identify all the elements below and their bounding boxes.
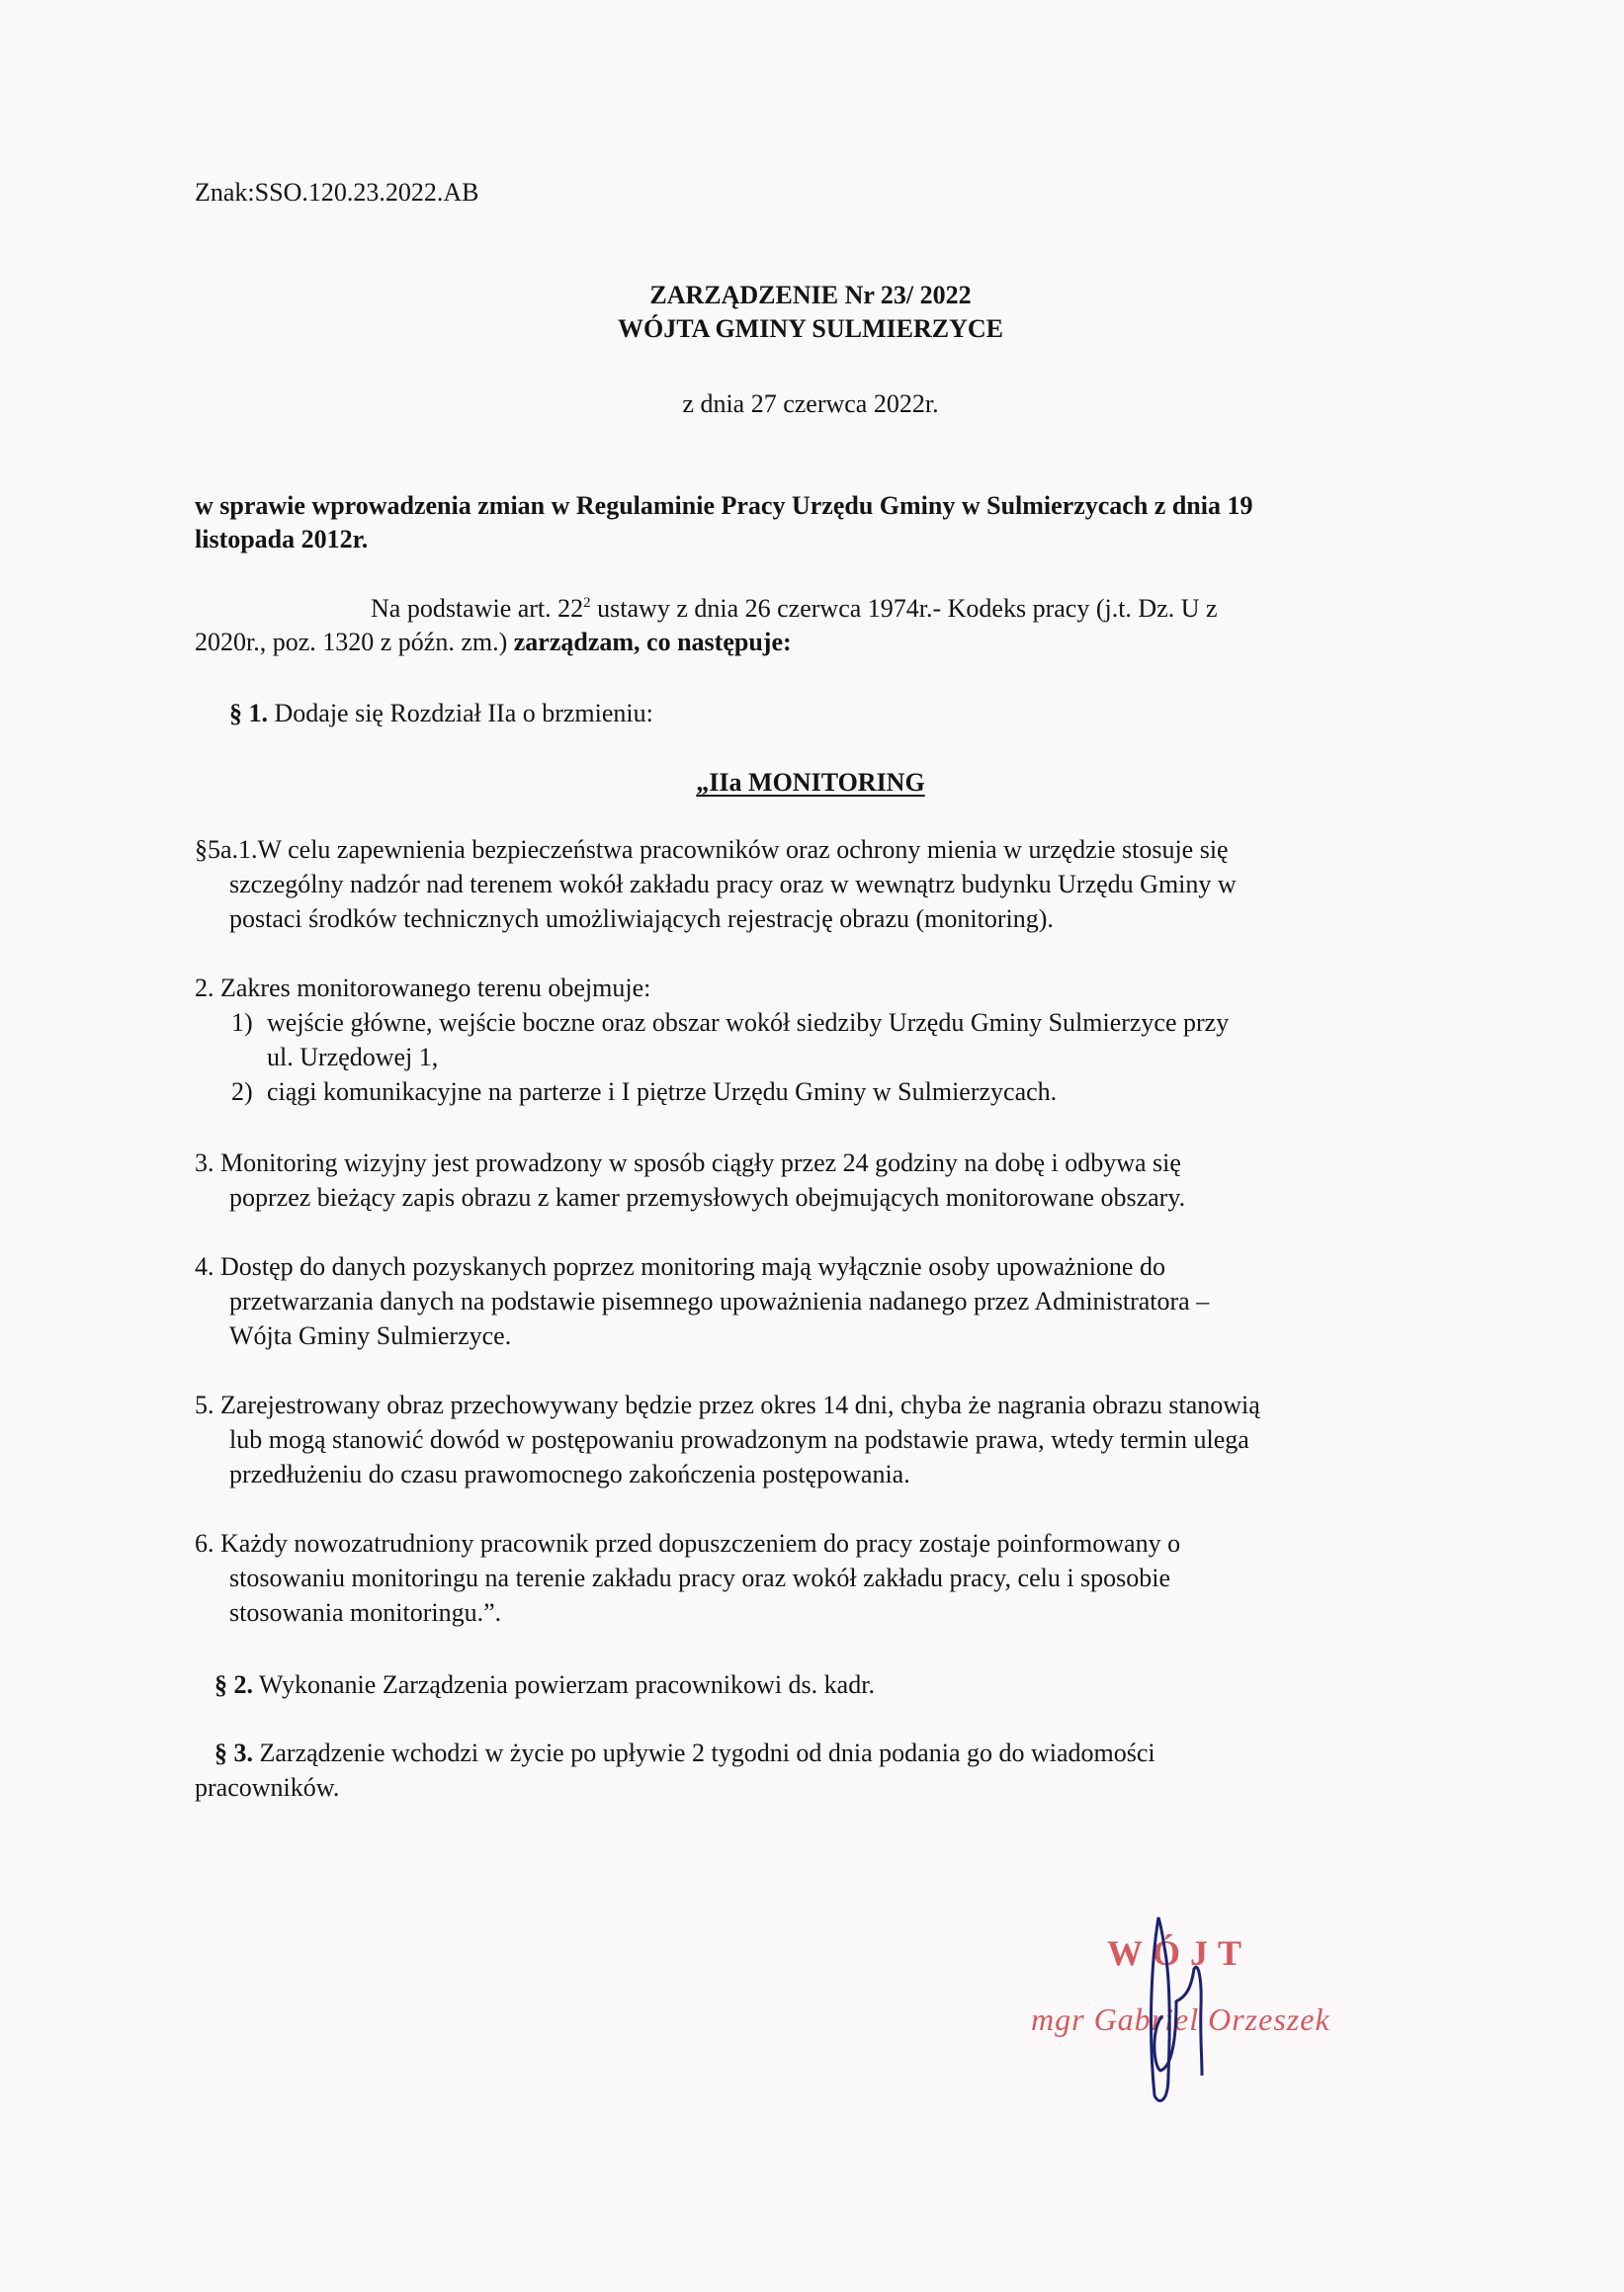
handwritten-signature-icon (1147, 1908, 1236, 2105)
paragraph-2 (214, 1668, 875, 1702)
paragraph-1-label: § 1. (229, 699, 268, 727)
basis-text-cont: ustawy z dnia 26 czerwca 1974r.- Kodeks pracy (j.t. Dz. U z (590, 594, 1218, 623)
list-item-1-line-1: wejście główne, wejście boczne oraz obszar wokół siedziby Urzędu Gminy Sulmierzyce przy (267, 1008, 1230, 1037)
paragraph-3-line-2: pracowników. (195, 1773, 340, 1802)
paragraph-1 (229, 697, 653, 730)
section-6-line-2: stosowaniu monitoringu na terenie zakładu pracy oraz wokół zakładu pracy, celu i sposobie (229, 1564, 1171, 1592)
subject-line-1: w sprawie wprowadzenia zmian w Regulaminie Pracy Urzędu Gminy w Sulmierzycach z dnia 19 (195, 491, 1253, 520)
paragraph-2-label: § 2. (214, 1670, 253, 1699)
title-line-1: ZARZĄDZENIE Nr 23/ 2022 (649, 281, 972, 309)
section-4-line-1: 4. Dostęp do danych pozyskanych poprzez monitoring mają wyłącznie osoby upoważnione do (195, 1252, 1165, 1281)
section-5-line-3: przedłużeniu do czasu prawomocnego zakończenia postępowania. (229, 1460, 910, 1488)
section-2-intro: 2. Zakres monitorowanego terenu obejmuje: (195, 974, 651, 1002)
list-item-1-line-2: ul. Urzędowej 1, (267, 1043, 439, 1071)
paragraph-3-text: Zarządzenie wchodzi w życie po upływie 2 tygodni od dnia podania go do wiadomości (253, 1739, 1155, 1767)
paragraph-1-text: Dodaje się Rozdział IIa o brzmieniu: (268, 699, 653, 727)
section-5a-1-line-1: §5a.1.W celu zapewnienia bezpieczeństwa pracowników oraz ochrony mienia w urzędzie stosuje się (195, 835, 1229, 864)
legal-basis-line-1 (371, 592, 1218, 626)
list-item-2-line-1: ciągi komunikacyjne na parterze i I piętrze Urzędu Gminy w Sulmierzycach. (267, 1077, 1058, 1106)
paragraph-3-label: § 3. (214, 1739, 253, 1767)
section-5a-1-line-3: postaci środków technicznych umożliwiających rejestrację obrazu (monitoring). (229, 904, 1054, 933)
section-6-line-1: 6. Każdy nowozatrudniony pracownik przed dopuszczeniem do pracy zostaje poinformowany o (195, 1529, 1181, 1558)
legal-basis-line-2 (195, 626, 792, 659)
section-5-line-2: lub mogą stanowić dowód w postępowaniu prowadzonym na podstawie prawa, wtedy termin ulega (229, 1425, 1249, 1454)
list-item-2-number: 2) (231, 1077, 253, 1106)
signature-stroke-2 (1154, 1967, 1202, 2076)
stamp-name: mgr Gabriel Orzeszek (1031, 2001, 1330, 2037)
stamp-title: WÓJT (1107, 1933, 1252, 1973)
paragraph-2-text: Wykonanie Zarządzenia powierzam pracownikowi ds. kadr. (253, 1670, 875, 1699)
section-3-line-2: poprzez bieżący zapis obrazu z kamer przemysłowych obejmujących monitorowane obszary. (229, 1183, 1186, 1212)
basis-text: Na podstawie art. 22 (371, 594, 584, 623)
title-line-2: WÓJTA GMINY SULMIERZYCE (617, 314, 1004, 343)
basis-superscript: 2 (583, 595, 591, 611)
decree-phrase: zarządzam, co następuje: (513, 628, 792, 656)
section-5-line-1: 5. Zarejestrowany obraz przechowywany będzie przez okres 14 dni, chyba że nagrania obrazu stanowią (195, 1391, 1260, 1419)
section-6-line-3: stosowania monitoringu.”. (229, 1598, 502, 1627)
list-item-1-number: 1) (231, 1008, 253, 1037)
paragraph-3-line-1 (214, 1737, 1155, 1770)
section-4-line-3: Wójta Gminy Sulmierzyce. (229, 1321, 512, 1350)
reference-number: Znak:SSO.120.23.2022.AB (195, 178, 479, 207)
basis-text-2: 2020r., poz. 1320 z późn. zm.) (195, 628, 514, 656)
section-4-line-2: przetwarzania danych na podstawie pisemnego upoważnienia nadanego przez Administratora – (229, 1287, 1210, 1316)
chapter-heading: „IIa MONITORING (696, 768, 925, 797)
signature-stroke-1 (1152, 1917, 1170, 2100)
document-date: z dnia 27 czerwca 2022r. (682, 389, 939, 418)
section-3-line-1: 3. Monitoring wizyjny jest prowadzony w sposób ciągły przez 24 godziny na dobę i odbywa się (195, 1148, 1181, 1177)
subject-line-2: listopada 2012r. (195, 525, 369, 553)
section-5a-1-line-2: szczególny nadzór nad terenem wokół zakładu pracy oraz w wewnątrz budynku Urzędu Gminy w (229, 870, 1237, 898)
